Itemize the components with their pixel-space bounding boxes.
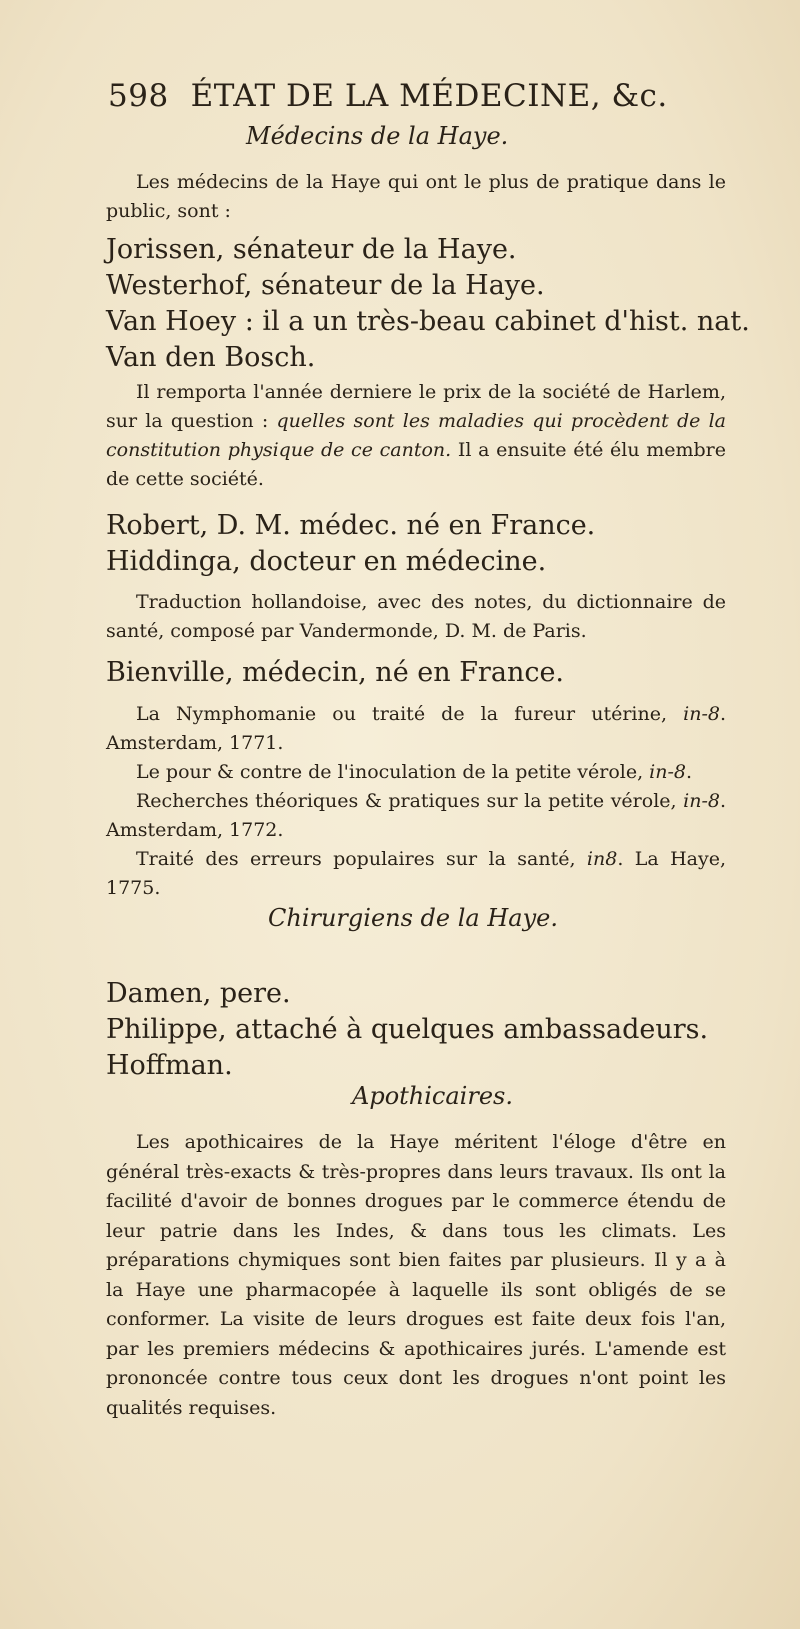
- bienville-block: [106, 655, 726, 691]
- medecins-intro: Les médecins de la Haye qui ont le plus de pratique dans le public, sont :: [106, 171, 726, 222]
- entry-damen: Damen, pere.: [106, 978, 291, 1009]
- work-1: La Nymphomanie ou traité de la fureur utérine, in-8. Amsterdam, 1771.: [106, 703, 726, 754]
- entry-van-den-bosch: Van den Bosch.: [106, 342, 316, 373]
- work-4: Traité des erreurs populaires sur la santé, in8. La Haye, 1775.: [106, 848, 726, 899]
- section-title-apothicaires: Apothicaires.: [352, 1082, 513, 1110]
- hiddinga-note: Traduction hollandoise, avec des notes, du dictionnaire de santé, composé par Vandermonde, D. M. de Paris.: [106, 591, 726, 642]
- bosch-note-question: quelles sont les maladies qui procèdent de la constitution physique de ce canton.: [106, 410, 726, 461]
- chirurgiens-list: [106, 976, 726, 1084]
- running-title: ÉTAT DE LA MÉDECINE, &c.: [190, 78, 668, 114]
- work-2: Le pour & contre de l'inoculation de la petite vérole, in-8.: [136, 761, 693, 783]
- section-title-medecins: Médecins de la Haye.: [246, 122, 509, 150]
- page-number: 598: [108, 78, 169, 114]
- bienville-works: [106, 700, 726, 903]
- entry-hoffman: Hoffman.: [106, 1050, 233, 1081]
- entry-van-hoey: Van Hoey : il a un très-beau cabinet d'hist. nat.: [106, 306, 750, 337]
- entry-robert: Robert, D. M. médec. né en France.: [106, 510, 596, 541]
- entry-bienville: Bienville, médecin, né en France.: [106, 657, 565, 688]
- section-title-chirurgiens: Chirurgiens de la Haye.: [268, 904, 558, 932]
- bosch-note: [106, 378, 726, 494]
- bosch-note-text: Il remporta l'année derniere le prix de la société de Harlem, sur la question :: [106, 381, 726, 432]
- entry-westerhof: Westerhof, sénateur de la Haye.: [106, 270, 545, 301]
- bosch-note-end: Il a ensuite été élu membre de cette société.: [106, 439, 726, 490]
- work-3: Recherches théoriques & pratiques sur la petite vérole, in-8. Amsterdam, 1772.: [106, 790, 726, 841]
- entry-hiddinga: Hiddinga, docteur en médecine.: [106, 546, 547, 577]
- running-header: [108, 78, 708, 114]
- entry-philippe: Philippe, attaché à quelques ambassadeurs.: [106, 1014, 709, 1045]
- robert-hiddinga: [106, 508, 726, 580]
- entry-jorissen: Jorissen, sénateur de la Haye.: [106, 234, 517, 265]
- medecins-list: [106, 232, 750, 376]
- apothicaires-text: Les apothicaires de la Haye méritent l'éloge d'être en général très-exacts & très-propres dans leurs travaux. Ils ont la facilité d'avoir de bonnes drogues par le commerce étendu de leur patrie dans les Indes, & dans tous les climats. Les préparations chymiques sont bien faites par plusieurs. Il y a à la Haye une pharmacopée à laquelle ils sont obligés de se conformer. La visite de leurs drogues est faite deux fois l'an, par les premiers médecins & apothicaires jurés. L'amende est prononcée contre tous ceux dont les drogues n'ont point les qualités requises.: [106, 1131, 726, 1419]
